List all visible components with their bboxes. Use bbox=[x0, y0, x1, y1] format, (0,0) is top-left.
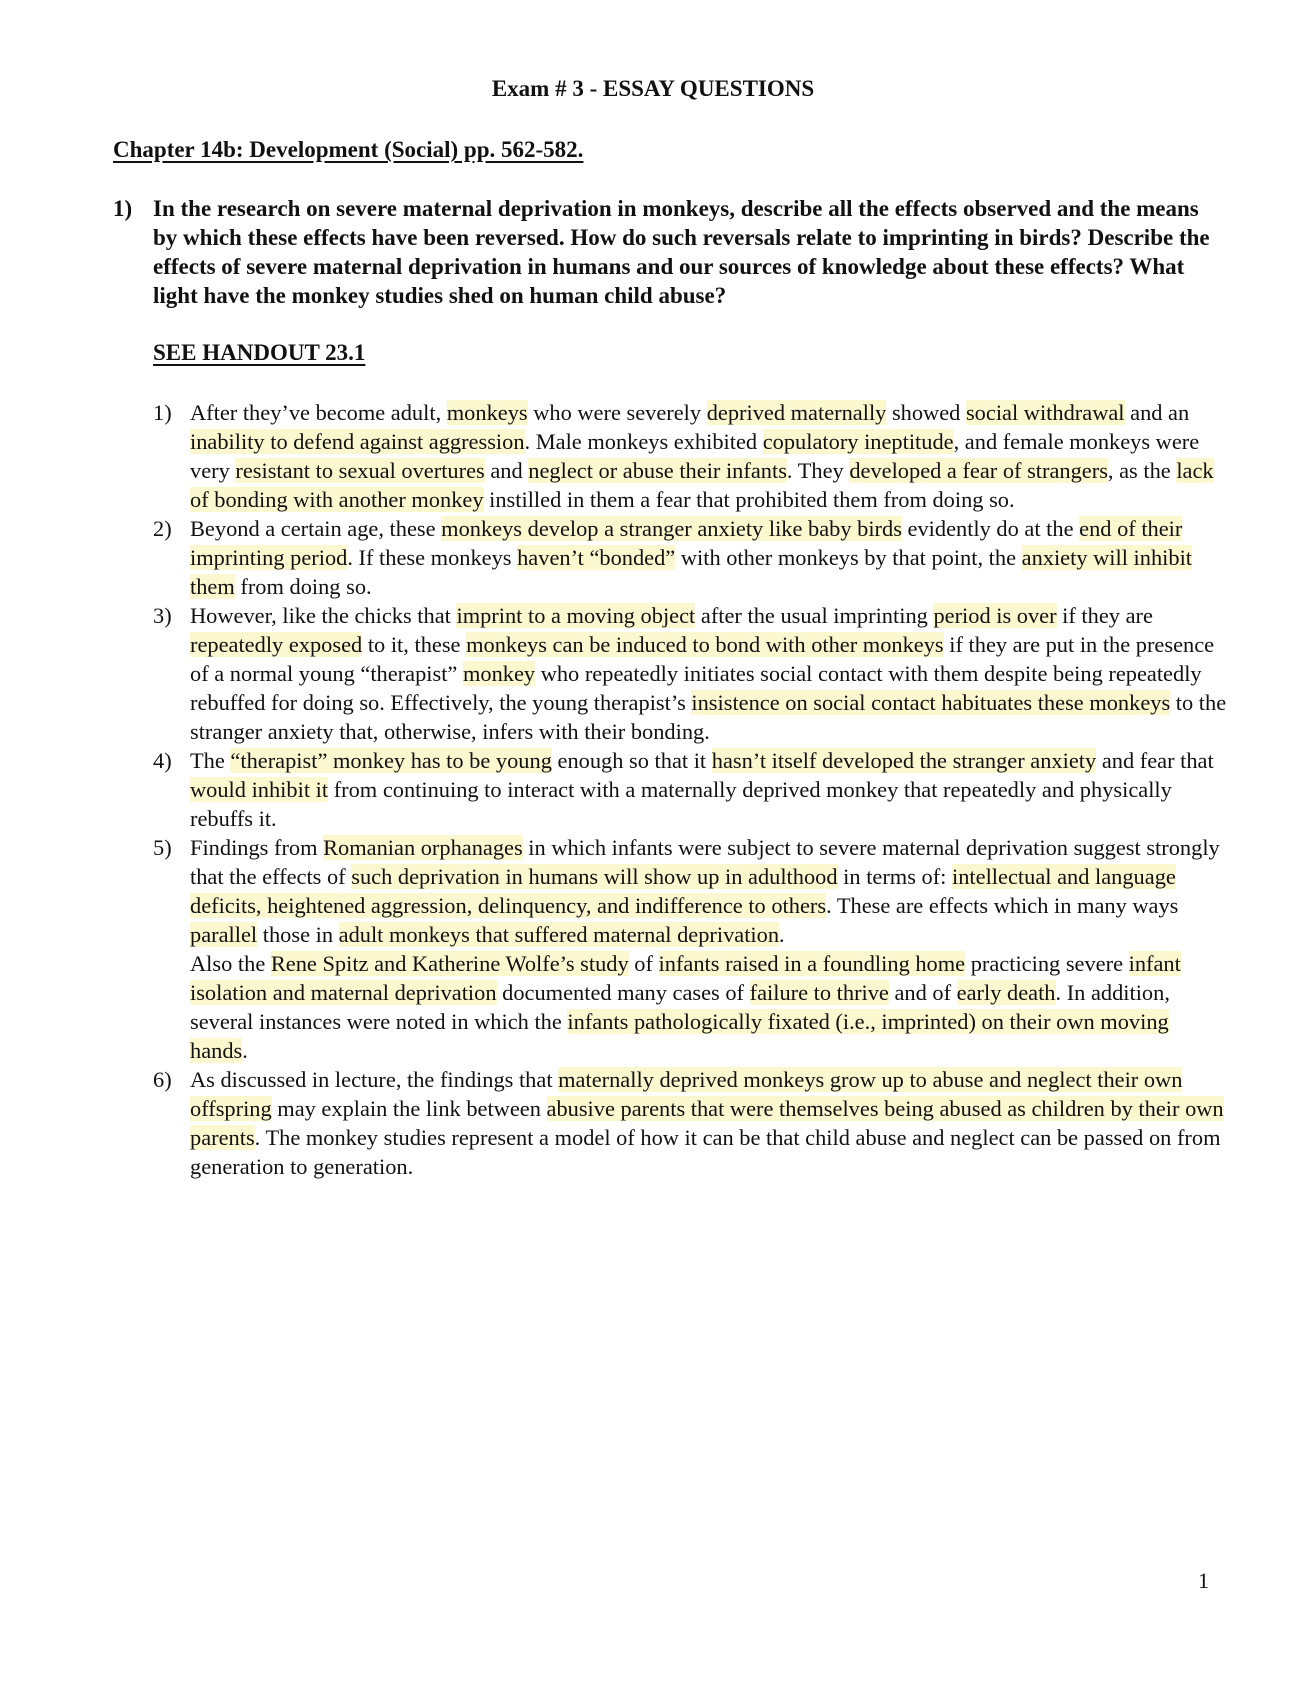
answer-text-run: if they are bbox=[1056, 603, 1153, 628]
answer-text-run: to it, these bbox=[362, 632, 467, 657]
question-text: In the research on severe maternal deprivation in monkeys, describe all the effects observed and the means by which these effects have been reversed. How do such reversals relate to imprinting in birds? Describe the effects of severe maternal deprivation in humans and our sources of knowledge about these effects? What light have the monkey studies shed on human child abuse? bbox=[153, 196, 1210, 308]
answer-text-run: . Male monkeys exhibited bbox=[524, 429, 763, 454]
answer-number: 4) bbox=[153, 748, 172, 773]
highlighted-text: monkey bbox=[462, 661, 536, 686]
highlighted-text: lack of bonding with another monkey bbox=[190, 458, 1214, 512]
answer-text-run: . In addition, several instances were noted in which the bbox=[190, 980, 1170, 1034]
highlighted-text: early death bbox=[956, 980, 1056, 1005]
answer-list bbox=[153, 398, 1228, 1181]
highlighted-text: monkeys can be induced to bond with other monkeys bbox=[466, 632, 944, 657]
highlighted-text: monkeys bbox=[446, 400, 528, 425]
answer-text-run: instilled in them a fear that prohibited them from doing so. bbox=[483, 487, 1015, 512]
answer-item bbox=[153, 833, 1228, 1065]
highlighted-text: imprint to a moving object bbox=[456, 603, 696, 628]
answer-text-run: may explain the link between bbox=[271, 1096, 547, 1121]
highlighted-text: inability to defend against aggression bbox=[190, 429, 525, 454]
highlighted-text: adult monkeys that suffered maternal deprivation bbox=[338, 922, 780, 947]
answer-text-run: to the stranger anxiety that, otherwise, infers with their bonding. bbox=[190, 690, 1227, 744]
highlighted-text: neglect or abuse their infants bbox=[528, 458, 787, 483]
highlighted-text: maternally deprived monkeys grow up to abuse and neglect their own offspring bbox=[190, 1067, 1183, 1121]
answer-text-run: Beyond a certain age, these bbox=[190, 516, 442, 541]
answer-number: 1) bbox=[153, 400, 172, 425]
answer-text-run: from doing so. bbox=[234, 574, 372, 599]
answer-text-run: showed bbox=[886, 400, 966, 425]
answer-item bbox=[153, 1065, 1228, 1181]
highlighted-text: failure to thrive bbox=[749, 980, 889, 1005]
answer-text-run: However, like the chicks that bbox=[190, 603, 457, 628]
highlighted-text: Rene Spitz and Katherine Wolfe’s study bbox=[270, 951, 629, 976]
highlighted-text: social withdrawal bbox=[965, 400, 1125, 425]
answer-number: 2) bbox=[153, 516, 172, 541]
answer-text-run: The bbox=[190, 748, 231, 773]
answer-text-run: in terms of: bbox=[837, 864, 953, 889]
answer-text-run: documented many cases of bbox=[496, 980, 750, 1005]
answer-text-run: and bbox=[484, 458, 529, 483]
page-number: 1 bbox=[1198, 1568, 1209, 1593]
answer-text-run: After they’ve become adult, bbox=[190, 400, 447, 425]
answer-text-run: . bbox=[779, 922, 785, 947]
highlighted-text: “therapist” monkey has to be young bbox=[230, 748, 552, 773]
answer-item bbox=[153, 746, 1228, 833]
answer-text-run: with other monkeys by that point, the bbox=[675, 545, 1022, 570]
handout-label: SEE HANDOUT 23.1 bbox=[153, 340, 366, 365]
highlighted-text: deprived maternally bbox=[706, 400, 887, 425]
highlighted-text: hasn’t itself developed the stranger anxiety bbox=[711, 748, 1097, 773]
highlighted-text: anxiety will inhibit them bbox=[190, 545, 1193, 599]
answer-text-run: . They bbox=[786, 458, 850, 483]
answer-text-run: . These are effects which in many ways bbox=[826, 893, 1179, 918]
highlighted-text: haven’t “bonded” bbox=[517, 545, 676, 570]
highlighted-text: parallel bbox=[190, 922, 258, 947]
answer-text-run: . The monkey studies represent a model of how it can be that child abuse and neglect can be passed on from generation to generation. bbox=[190, 1125, 1221, 1179]
answer-text-run: those in bbox=[257, 922, 339, 947]
highlighted-text: period is over bbox=[933, 603, 1057, 628]
answer-text-run: and an bbox=[1124, 400, 1190, 425]
answer-text bbox=[190, 835, 1220, 1063]
answer-text-run: As discussed in lecture, the findings that bbox=[190, 1067, 559, 1092]
answer-text-run: Also the bbox=[190, 951, 271, 976]
answer-text-run: and fear that bbox=[1096, 748, 1214, 773]
highlighted-text: infants raised in a foundling home bbox=[658, 951, 966, 976]
answer-text-run: , and female monkeys were very bbox=[190, 429, 1200, 483]
answer-number: 5) bbox=[153, 835, 172, 860]
answer-text-run: practicing severe bbox=[965, 951, 1129, 976]
answer-item bbox=[153, 601, 1228, 746]
chapter-title: Chapter 14b: Development (Social) pp. 562-582. bbox=[113, 137, 584, 162]
answer-text-run: , as the bbox=[1107, 458, 1177, 483]
question-number: 1) bbox=[113, 196, 133, 221]
answer-text-run: evidently do at the bbox=[901, 516, 1080, 541]
highlighted-text: infants pathologically fixated (i.e., imprinted) on their own moving hands bbox=[190, 1009, 1169, 1063]
answer-text-run: . If these monkeys bbox=[347, 545, 518, 570]
answer-text-run: who were severely bbox=[527, 400, 707, 425]
answer-text-run: who repeatedly initiates social contact with them despite being repeatedly rebuffed for doing so. Effectively, the young therapist’s bbox=[190, 661, 1202, 715]
answer-item bbox=[153, 398, 1228, 514]
answer-number: 3) bbox=[153, 603, 172, 628]
answer-text-run: if they are put in the presence of a normal young “therapist” bbox=[190, 632, 1215, 686]
answer-text-run: after the usual imprinting bbox=[695, 603, 934, 628]
answer-text-run: from continuing to interact with a maternally deprived monkey that repeatedly and physically rebuffs it. bbox=[190, 777, 1172, 831]
highlighted-text: developed a fear of strangers bbox=[849, 458, 1108, 483]
highlighted-text: Romanian orphanages bbox=[323, 835, 523, 860]
answer-text-run: Findings from bbox=[190, 835, 324, 860]
answer-text-run: in which infants were subject to severe maternal deprivation suggest strongly that the effects of bbox=[190, 835, 1220, 889]
exam-title: Exam # 3 - ESSAY QUESTIONS bbox=[491, 76, 815, 101]
answer-text-run: and of bbox=[888, 980, 957, 1005]
answer-text bbox=[190, 400, 1214, 512]
highlighted-text: copulatory ineptitude bbox=[762, 429, 954, 454]
answer-text bbox=[190, 1067, 1224, 1179]
highlighted-text: resistant to sexual overtures bbox=[235, 458, 485, 483]
highlighted-text: would inhibit it bbox=[190, 777, 329, 802]
answer-text-run: enough so that it bbox=[551, 748, 712, 773]
highlighted-text: abusive parents that were themselves being abused as children by their own parents bbox=[190, 1096, 1224, 1150]
highlighted-text: intellectual and language deficits, heightened aggression, delinquency, and indifference to others bbox=[190, 864, 1176, 918]
answer-text bbox=[190, 603, 1226, 744]
highlighted-text: insistence on social contact habituates these monkeys bbox=[691, 690, 1171, 715]
answer-text bbox=[190, 516, 1192, 599]
answer-number: 6) bbox=[153, 1067, 172, 1092]
highlighted-text: infant isolation and maternal deprivation bbox=[190, 951, 1181, 1005]
answer-text-run: . bbox=[242, 1038, 248, 1063]
answer-text-run: of bbox=[628, 951, 659, 976]
answer-text bbox=[190, 748, 1214, 831]
highlighted-text: such deprivation in humans will show up in adulthood bbox=[351, 864, 838, 889]
highlighted-text: end of their imprinting period bbox=[190, 516, 1183, 570]
answer-item bbox=[153, 514, 1228, 601]
essay-question bbox=[113, 194, 1223, 310]
highlighted-text: monkeys develop a stranger anxiety like baby birds bbox=[441, 516, 902, 541]
highlighted-text: repeatedly exposed bbox=[190, 632, 363, 657]
